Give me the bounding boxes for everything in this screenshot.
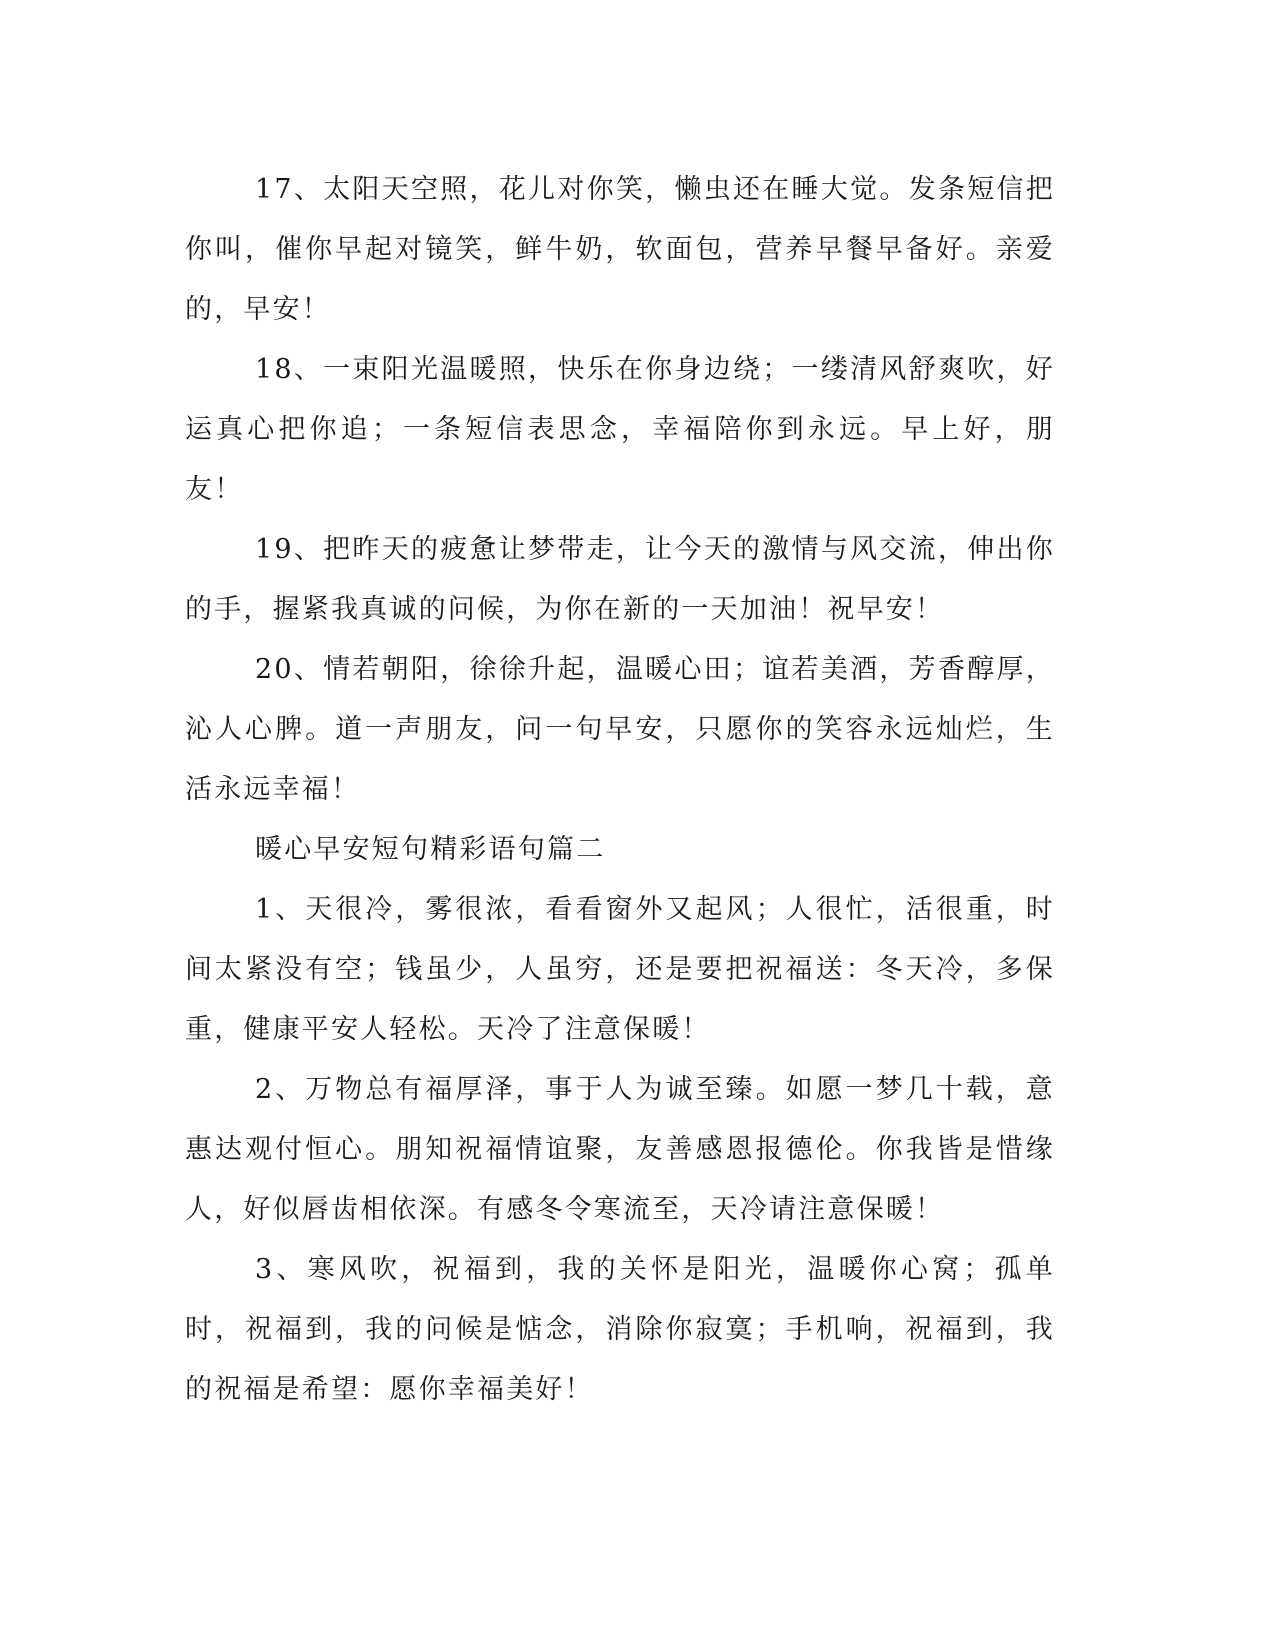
paragraph-1: 1、天很冷，雾很浓，看看窗外又起风；人很忙，活很重，时间太紧没有空；钱虽少，人虽穷，还是要把祝福送：冬天冷，多保重，健康平安人轻松。天冷了注意保暖！ [185, 894, 1055, 1045]
paragraph-19: 19、把昨天的疲惫让梦带走，让今天的激情与风交流，伸出你的手，握紧我真诚的问候，为你在新的一天加油！祝早安！ [185, 534, 1055, 625]
paragraph-20: 20、情若朝阳，徐徐升起，温暖心田；谊若美酒，芳香醇厚，沁人心脾。道一声朋友，问一句早安，只愿你的笑容永远灿烂，生活永远幸福！ [185, 654, 1055, 805]
paragraph-17: 17、太阳天空照，花儿对你笑，懒虫还在睡大觉。发条短信把你叫，催你早起对镜笑，鲜牛奶，软面包，营养早餐早备好。亲爱的，早安！ [185, 174, 1055, 325]
document-body [185, 160, 1055, 1420]
paragraph-3: 3、寒风吹，祝福到，我的关怀是阳光，温暖你心窝；孤单时，祝福到，我的问候是惦念，消除你寂寞；手机响，祝福到，我的祝福是希望：愿你幸福美好！ [185, 1254, 1055, 1405]
section-heading: 暖心早安短句精彩语句篇二 [255, 834, 606, 865]
paragraph-18: 18、一束阳光温暖照，快乐在你身边绕；一缕清风舒爽吹，好运真心把你追；一条短信表思念，幸福陪你到永远。早上好，朋友！ [185, 354, 1055, 505]
paragraph-2: 2、万物总有福厚泽，事于人为诚至臻。如愿一梦几十载，意惠达观付恒心。朋知祝福情谊聚，友善感恩报德伦。你我皆是惜缘人，好似唇齿相依深。有感冬令寒流至，天冷请注意保暖！ [185, 1074, 1055, 1225]
